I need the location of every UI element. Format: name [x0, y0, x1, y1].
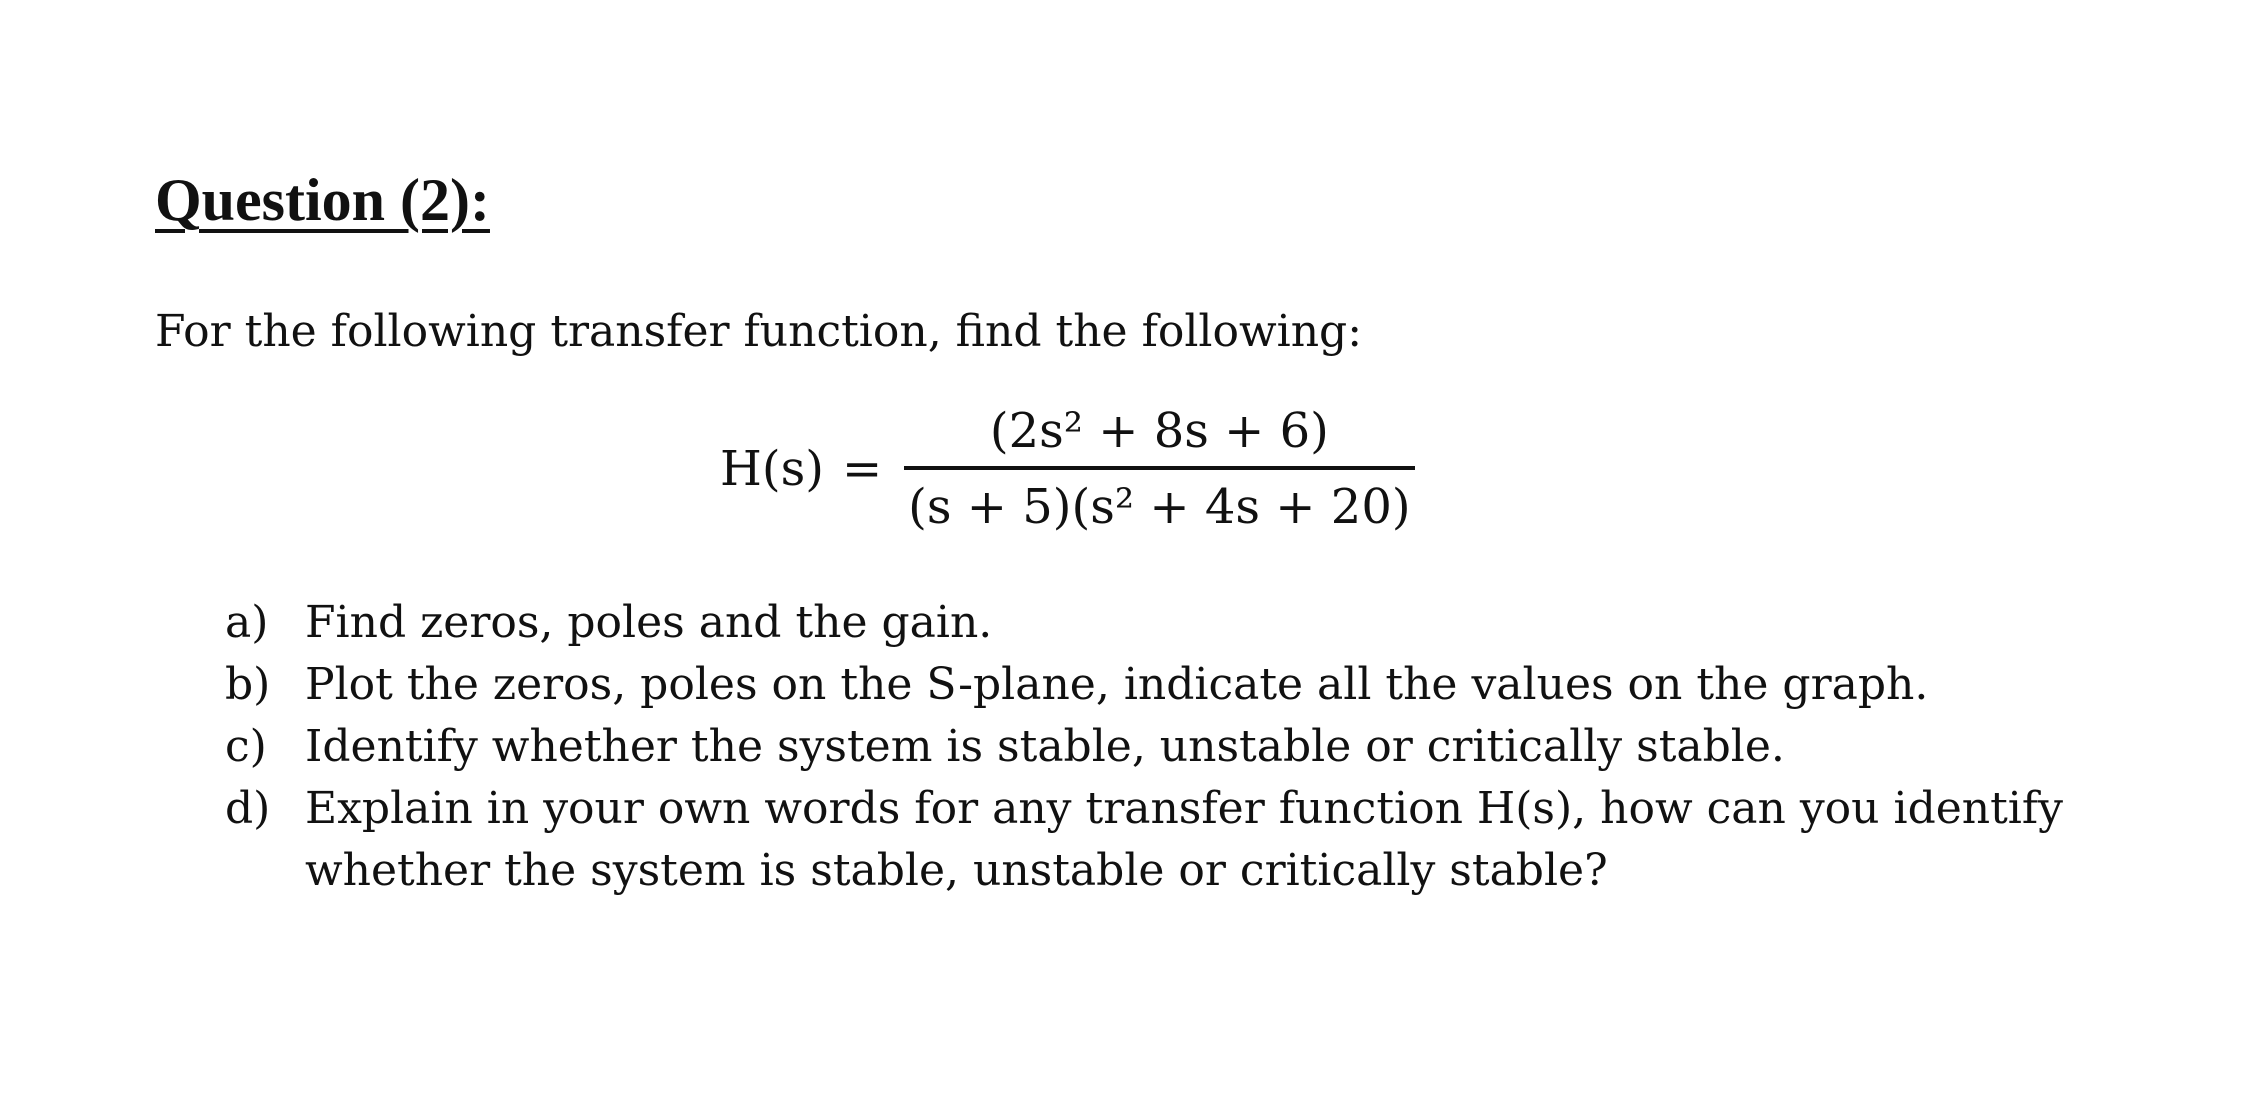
question-heading: Question (2):	[155, 167, 490, 233]
part-letter: c)	[225, 721, 267, 772]
part-text: Find zeros, poles and the gain.	[305, 597, 993, 648]
list-item	[225, 778, 2125, 902]
list-item	[225, 592, 2125, 654]
part-letter: b)	[225, 659, 271, 710]
transfer-function-equation	[720, 400, 1415, 538]
question-parts-list	[225, 592, 2125, 902]
list-item	[225, 654, 2125, 716]
equals-sign: =	[841, 441, 883, 497]
part-text: Plot the zeros, poles on the S-plane, indicate all the values on the graph.	[305, 659, 1929, 710]
intro-text: For the following transfer function, find the following:	[155, 306, 1363, 357]
fraction-bar	[904, 466, 1414, 470]
numerator: (2s² + 8s + 6)	[989, 403, 1329, 459]
fraction	[904, 400, 1414, 538]
denominator: (s + 5)(s² + 4s + 20)	[908, 479, 1411, 535]
part-text: Identify whether the system is stable, unstable or critically stable.	[305, 721, 1785, 772]
list-item	[225, 716, 2125, 778]
part-letter: a)	[225, 597, 269, 648]
equation-lhs: H(s)	[720, 441, 824, 497]
part-letter: d)	[225, 783, 271, 834]
part-text: Explain in your own words for any transfer function H(s), how can you identify whether the system is stable, unstable or critically stable?	[305, 783, 2064, 896]
